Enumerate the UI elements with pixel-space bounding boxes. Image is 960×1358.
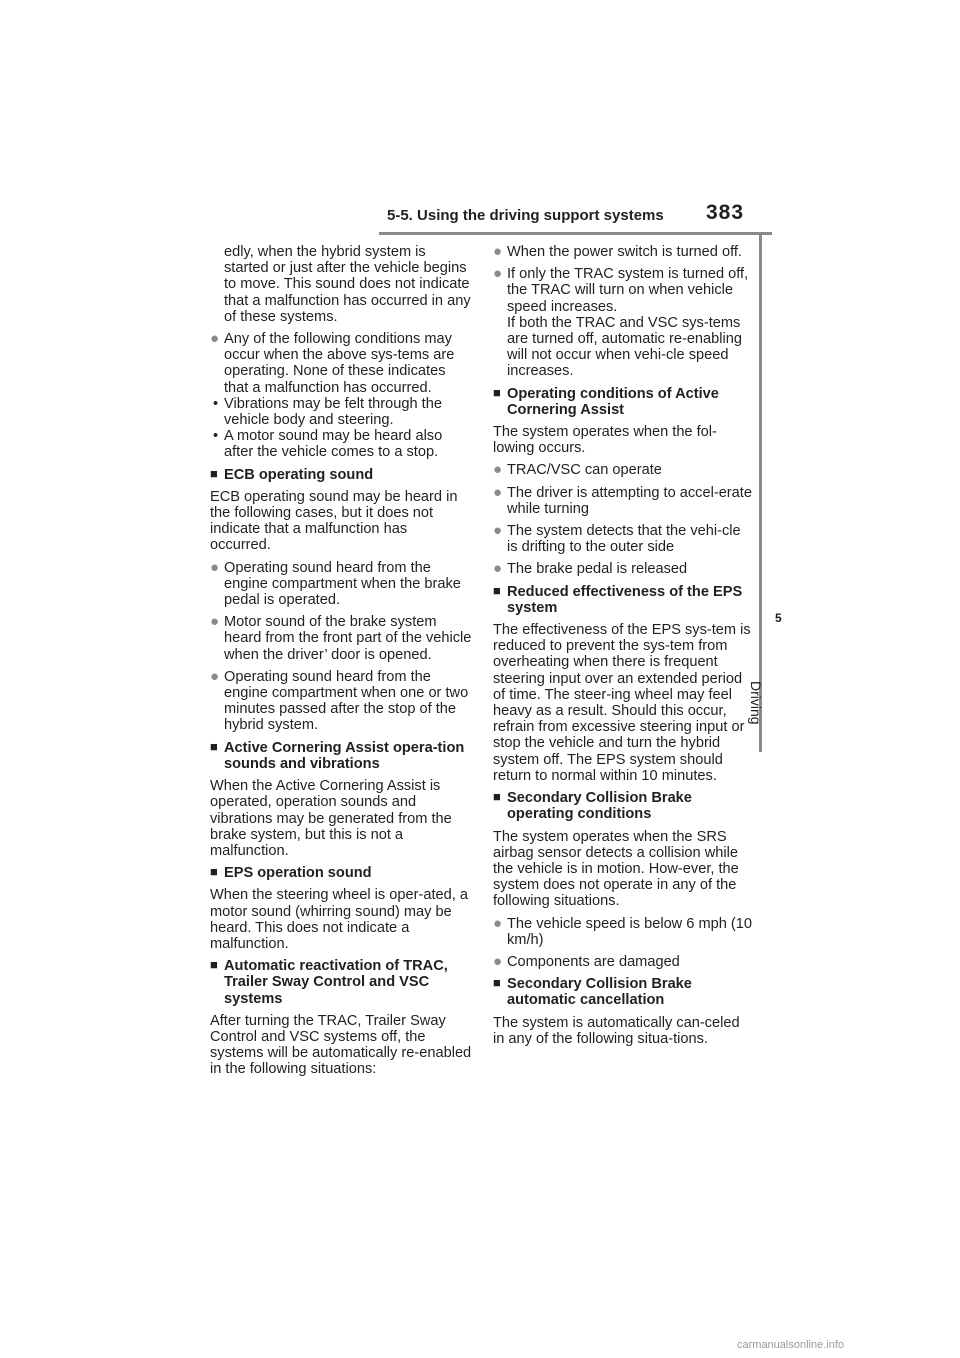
bullet-icon: ● (493, 243, 503, 260)
bullet-item: ● The driver is attempting to accel-erate while turning (493, 483, 752, 517)
section-heading: ■ Reduced effectiveness of the EPS system (493, 584, 753, 616)
bullet-item: ● Components are damaged (493, 952, 680, 970)
bullet-item: ● The system detects that the vehi-cle is drifting to the outer side (493, 522, 741, 556)
bullet-item: ● TRAC/VSC can operate (493, 461, 662, 479)
bullet-icon: ● (210, 558, 220, 576)
bullet-icon: ● (493, 265, 503, 283)
bullet-icon: ● (493, 522, 503, 540)
section-heading: ■ Automatic reactivation of TRAC, Trailer Sway Control and VSC systems (210, 958, 472, 1007)
bullet-icon: ● (210, 330, 220, 348)
bullet-icon: ● (493, 560, 503, 578)
bullet-icon: ● (210, 613, 220, 631)
bullet-icon: ● (493, 483, 503, 501)
sub-item: • A motor sound may be heard also after the vehicle comes to a stop. (213, 428, 443, 461)
bullet-icon: ● (493, 461, 503, 479)
bullet-item: ● Operating sound heard from the engine compartment when the brake pedal is operated. (210, 558, 461, 609)
page-header-title: 5-5. Using the driving support systems (387, 207, 664, 224)
dash-icon: • (213, 428, 219, 445)
continued-paragraph: edly, when the hybrid system is started or just after the vehicle begins to move. This sound does not indicate that a malfunction has occurred in any of these systems. (224, 244, 471, 325)
bullet-item: ● Any of the following conditions may occur when the above sys-tems are operating. None of these indicates that a malfunction has occurred. (210, 330, 455, 396)
header-rule (379, 232, 772, 235)
paragraph: The effectiveness of the EPS sys-tem is reduced to prevent the sys-tem from overheating when there is frequent steering input over an extended period of time. The steer-ing wheel may feel heavy as a result. Should this occur, refrain from excessive steering input or stop the vehicle and turn the hybrid system off. The EPS system should return to normal within 10 minutes. (493, 622, 751, 784)
continued-paragraph: If both the TRAC and VSC sys-tems are turned off, automatic re-enabling will not occur when vehi-cle speed increases. (507, 314, 742, 380)
left-column (210, 244, 472, 1084)
side-tab-label: Driving (748, 681, 764, 725)
paragraph: After turning the TRAC, Trailer Sway Control and VSC systems off, the systems will be automatically re-enabled in the following situations: (210, 1012, 472, 1078)
paragraph: The system is automatically can-celed in any of the following situa-tions. (493, 1014, 740, 1047)
paragraph: When the steering wheel is oper-ated, a motor sound (whirring sound) may be heard. This does not indicate a malfunction. (210, 887, 468, 952)
bullet-item: ● Operating sound heard from the engine compartment when one or two minutes passed after the stop of the hybrid system. (210, 667, 469, 734)
bullet-item: ● Motor sound of the brake system heard from the front part of the vehicle when the driver’ door is opened. (210, 613, 472, 663)
paragraph: ECB operating sound may be heard in the following cases, but it does not indicate that a malfunction has occurred. (210, 488, 458, 554)
side-tab-rule (759, 232, 762, 752)
bullet-item: ● When the power switch is turned off. (493, 243, 742, 260)
section-heading: ■ Secondary Collision Brake automatic cancellation (493, 976, 753, 1008)
paragraph: When the Active Cornering Assist is operated, operation sounds and vibrations may be generated from the brake system, but this is not a malfunction. (210, 778, 452, 859)
bullet-icon: ● (493, 914, 503, 932)
paragraph: The system operates when the fol-lowing occurs. (493, 424, 717, 457)
right-column (493, 244, 753, 1053)
side-tab-number: 5 (775, 611, 782, 625)
bullet-item: ● The brake pedal is released (493, 560, 688, 578)
sub-item: • Vibrations may be felt through the vehicle body and steering. (213, 395, 442, 429)
section-heading: ■ Operating conditions of Active Cornering Assist (493, 386, 753, 418)
section-heading: ■ Secondary Collision Brake operating conditions (493, 790, 753, 822)
bullet-icon: ● (210, 667, 220, 685)
bullet-item: ● The vehicle speed is below 6 mph (10 km/h) (493, 914, 752, 948)
section-heading: ■ EPS operation sound (210, 865, 472, 881)
paragraph: The system operates when the SRS airbag sensor detects a collision while the vehicle is in motion. How-ever, the system does not operate in any of the following situations. (493, 828, 739, 910)
page-number: 383 (706, 201, 745, 224)
section-heading: ■ ECB operating sound (210, 467, 472, 483)
bullet-item: ● If only the TRAC system is turned off, the TRAC will turn on when vehicle speed increases. (493, 265, 749, 315)
watermark: carmanualsonline.info (737, 1339, 845, 1351)
section-heading: ■ Active Cornering Assist opera-tion sounds and vibrations (210, 740, 472, 772)
dash-icon: • (213, 395, 219, 412)
bullet-icon: ● (493, 952, 503, 970)
